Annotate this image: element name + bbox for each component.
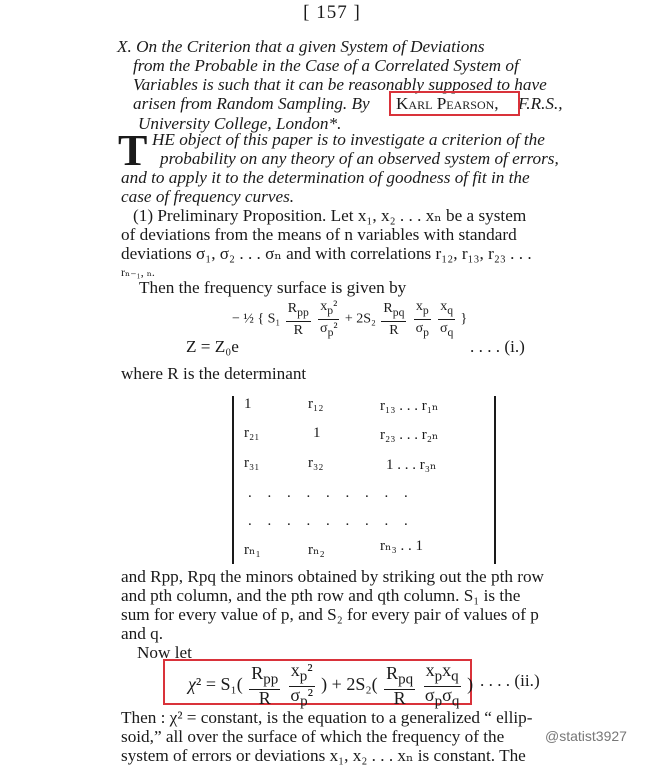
- matrix-cell: 1 . . . r₃ₙ: [386, 457, 437, 473]
- page-number: [ 157 ]: [303, 2, 361, 23]
- minors-line-1: and Rpp, Rpq the minors obtained by striking out the pth row: [121, 567, 544, 586]
- determinant-line: where R is the determinant: [121, 364, 307, 383]
- equation-i-exponent: − ½ { S₁ $\frac{R_{pp}}{R}$ $\frac{x_p^2}{\sigma_p^2}$ + 2S₂ $\frac{R_{pq}}{R}$ $\frac{x_p}{\sigma_p}$ $\frac{x_q}{\sigma_q}$ }: [232, 299, 468, 339]
- intro-line-1: HE object of this paper is to investigate a criterion of the: [152, 130, 545, 149]
- matrix-cell: r₂₁: [244, 425, 260, 441]
- title-line-1: X. On the Criterion that a given System of Deviations: [117, 37, 485, 56]
- final-line-1: Then : χ² = constant, is the equation to a generalized “ ellip-: [121, 708, 533, 727]
- final-line-3: system of errors or deviations x₁, x₂ . . . xₙ is constant. The: [121, 746, 526, 765]
- minors-line-3: sum for every value of p, and S₂ for every pair of values of p: [121, 605, 539, 624]
- matrix-right-bar: [494, 396, 496, 564]
- author-suffix: F.R.S.,: [518, 94, 563, 113]
- watermark: @statist3927: [545, 728, 627, 744]
- matrix-cell: r₁₃ . . . r₁ₙ: [380, 398, 439, 414]
- equation-i-label: . . . . (i.): [470, 337, 525, 356]
- title-line-3: Variables is such that it can be reasonably supposed to have: [133, 75, 547, 94]
- minors-line-2: and pth column, and the pth row and qth column. S₁ is the: [121, 586, 521, 605]
- matrix-cell: 1: [244, 396, 252, 412]
- minors-line-4: and q.: [121, 624, 164, 643]
- matrix-cell: rₙ₂: [308, 542, 325, 558]
- surface-line: Then the frequency surface is given by: [139, 278, 407, 297]
- affiliation: University College, London*.: [138, 114, 342, 133]
- section-line-1: (1) Preliminary Proposition. Let x₁, x₂ . . . xₙ be a system: [133, 206, 527, 225]
- section-line-4: rₙ₋₁, ₙ.: [121, 265, 155, 279]
- intro-line-3: and to apply it to the determination of goodness of fit in the: [121, 168, 530, 187]
- matrix-left-bar: [232, 396, 234, 564]
- equation-ii: χ² = S₁( $\frac{R_{pp}}{R}$ $\frac{x_p^2}{\sigma_p^2}$ ) + 2S₂( $\frac{R_{pq}}{R}$ $\frac{x_px_q}{\sigma_p\sigma_q}$ ): [188, 660, 474, 710]
- matrix-cell: r₂₃ . . . r₂ₙ: [380, 427, 439, 443]
- intro-line-4: case of frequency curves.: [121, 187, 295, 206]
- equation-ii-label: . . . . (ii.): [480, 671, 540, 690]
- title-line-4: arisen from Random Sampling. By: [133, 94, 370, 113]
- matrix-cell: r₃₂: [308, 455, 324, 471]
- matrix-cell: r₃₁: [244, 455, 260, 471]
- final-line-2: soid,” all over the surface of which the frequency of the: [121, 727, 505, 746]
- equation-i-lhs: Z = Z₀e: [186, 337, 239, 356]
- title-line-2: from the Probable in the Case of a Correlated System of: [133, 56, 519, 75]
- matrix-dots-row: . . . . . . . . .: [248, 513, 414, 529]
- matrix-cell: rₙ₃ . . 1: [380, 538, 423, 554]
- author-name: Karl Pearson,: [396, 94, 499, 113]
- author-highlight-box: [389, 91, 520, 116]
- section-line-3: deviations σ₁, σ₂ . . . σₙ and with correlations r₁₂, r₁₃, r₂₃ . . .: [121, 244, 532, 263]
- matrix-cell: 1: [313, 425, 321, 441]
- drop-cap: T: [118, 126, 148, 175]
- now-let: Now let: [137, 643, 192, 662]
- matrix-dots-row: . . . . . . . . .: [248, 485, 414, 501]
- section-line-2: of deviations from the means of n variables with standard: [121, 225, 517, 244]
- matrix-cell: r₁₂: [308, 396, 324, 412]
- matrix-cell: rₙ₁: [244, 542, 261, 558]
- intro-line-2: probability on any theory of an observed system of errors,: [160, 149, 559, 168]
